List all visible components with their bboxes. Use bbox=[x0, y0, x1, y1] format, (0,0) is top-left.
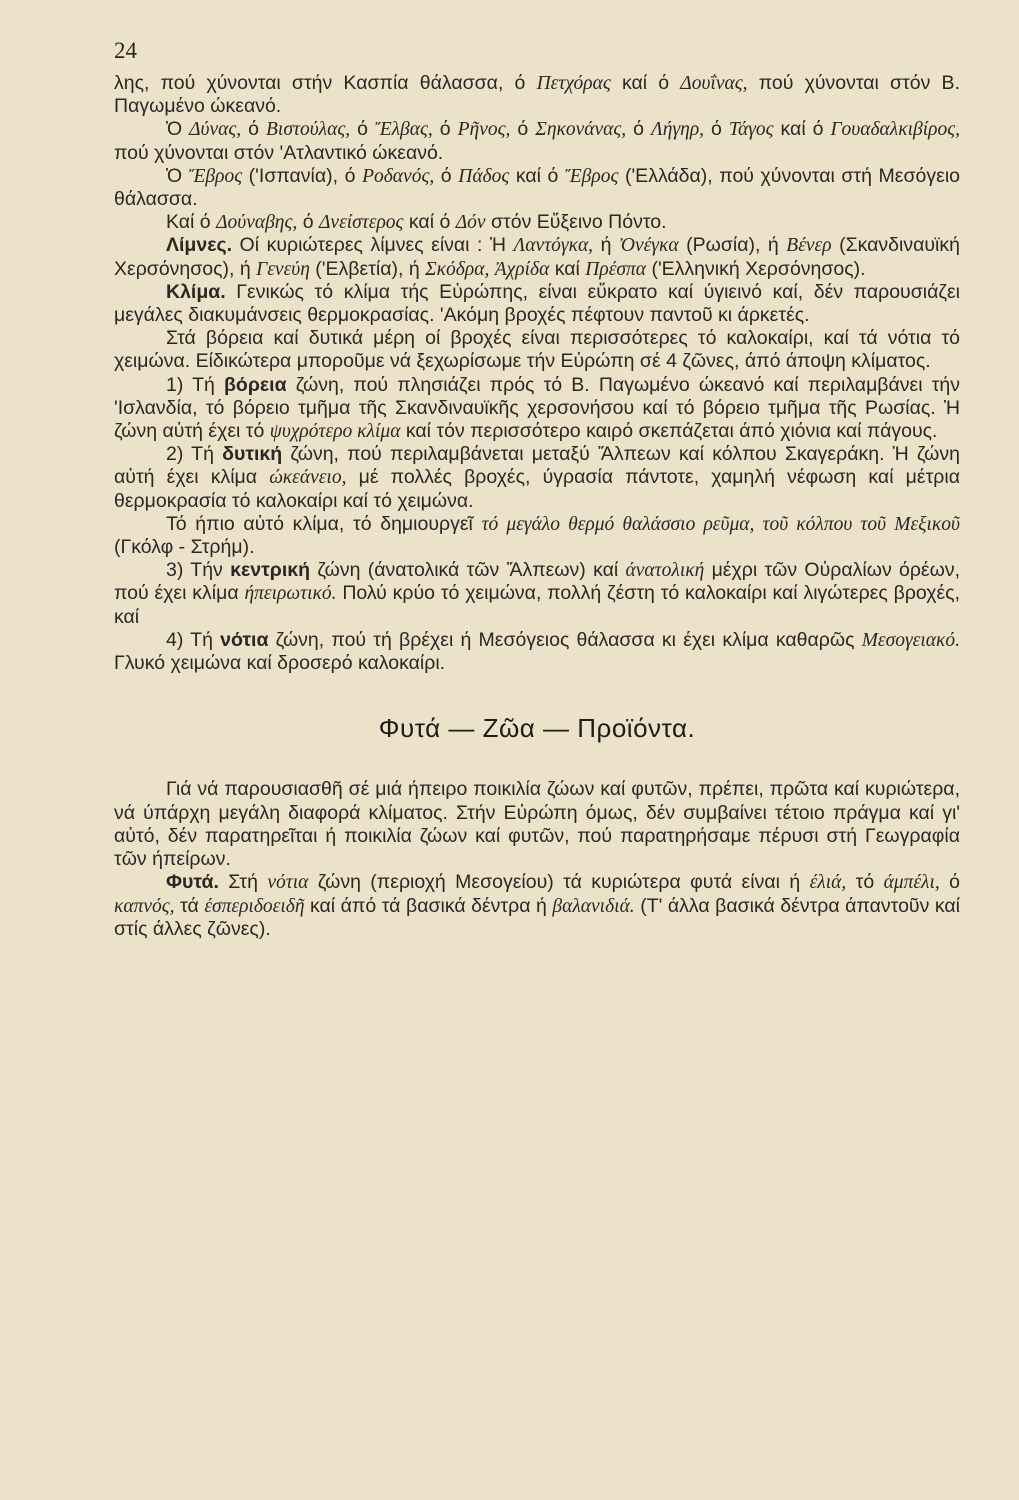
text-run: ό bbox=[704, 118, 729, 141]
plant-name: έλιά, bbox=[809, 872, 847, 894]
paragraph-rivers-black-sea bbox=[114, 211, 960, 234]
text-run: 3) Τήν bbox=[166, 559, 231, 582]
paragraph-rivers-mediterranean bbox=[114, 165, 960, 211]
text-run: ζώνη (άνατολικά τῶν Ἄλπεων) καί bbox=[310, 559, 626, 582]
paragraph-zone-west bbox=[114, 443, 960, 513]
text-run: καί ό bbox=[610, 72, 681, 94]
text-run: τό bbox=[846, 871, 884, 894]
text-run: ζώνη, πού τή βρέχει ή Μεσόγειος θάλασσα κι έχει κλίμα καθαρῶς bbox=[268, 628, 862, 651]
lake-name: Πρέσπα bbox=[585, 258, 647, 280]
river-name: Δουΐνας, bbox=[680, 73, 748, 94]
plant-name: βαλανιδιά. bbox=[552, 895, 635, 917]
emphasis: τό μεγάλο θερμό θαλάσσιο ρεῦμα, τοῦ κόλπου τοῦ Μεξικοῦ bbox=[481, 513, 960, 535]
river-name: Ἔβρος bbox=[188, 165, 243, 187]
text-run: ό bbox=[939, 871, 961, 894]
text-run: ό bbox=[434, 164, 459, 187]
text-run: 4) Τή bbox=[166, 628, 221, 651]
river-name: Γουαδαλκιβίρος, bbox=[830, 119, 961, 141]
lake-name: Βένερ bbox=[786, 235, 832, 257]
text-run: τά bbox=[174, 894, 205, 917]
text-run: καί ό bbox=[403, 211, 456, 234]
text-run: ζώνη, πού πλησιάζει πρός τό Β. Παγωμένο ώκεανό καί περιλαμβάνει τήν 'Ισλανδία, τό βόρειο τμῆμα τῆς Σκανδιναυϊκῆς χερσονήσου καί τό βόρειο τμῆμα τῆς Ρωσίας. Ἡ ζώνη αὐτή έχει τό bbox=[114, 373, 961, 443]
text-run: Καί ό bbox=[166, 211, 217, 234]
lake-name: Σκόδρα, bbox=[425, 258, 490, 280]
lake-name: Λαντόγκα, bbox=[513, 235, 594, 257]
paragraph-rivers-atlantic bbox=[114, 118, 960, 164]
paragraph-gulf-stream bbox=[114, 513, 960, 559]
river-name: Τάγος bbox=[728, 119, 774, 141]
paragraph-variety: Γιά νά παρουσιασθῆ σέ μιά ήπειρο ποικιλία ζώων καί φυτῶν, πρέπει, πρῶτα καί κυριώτερα, νά ύπάρχη μεγάλη διαφορά κλίματος. Στήν Εὐρώπη όμως, δέν συμβαίνει τέτοιο πράγμα καί γι' αὐτό, δέν παρατηρεῖται ή ποικιλία ζώων καί φυτῶν, πού παρατηρήσαμε πέρυσι στή Γεωγραφία τῶν ήπείρων. bbox=[114, 778, 960, 871]
zone-name: κεντρική bbox=[230, 559, 311, 582]
paragraph-zone-north bbox=[114, 374, 960, 444]
emphasis: ήπειρωτικό. bbox=[244, 583, 337, 605]
text-run: Πολύ κρύο τό χειμώνα, πολλή ζέστη τό καλοκαίρι καί λιγώτερες βροχές, καί bbox=[114, 582, 960, 628]
text-run: πού χύνονται στόν 'Ατλαντικό ώκεανό. bbox=[114, 141, 444, 164]
zone-name: νότια bbox=[220, 628, 269, 651]
emphasis: άνατολική bbox=[625, 560, 705, 582]
text-run: ή bbox=[593, 234, 619, 257]
plant-name: άμπέλι, bbox=[883, 872, 940, 894]
text-run: Στή bbox=[218, 871, 268, 894]
emphasis: νότια bbox=[267, 872, 309, 894]
text-run: 2) Τή bbox=[166, 443, 223, 466]
body-text bbox=[114, 72, 960, 941]
text-run: ('Ισπανία), ό bbox=[242, 164, 363, 187]
text-run: ('Ελλάδα), πού χύνονται στή Μεσόγειο θάλασσα. bbox=[114, 164, 960, 211]
text-run: 1) Τή bbox=[166, 373, 225, 396]
text-run: ό bbox=[350, 118, 375, 141]
text-run: μέ πολλές βροχές, ύγρασία πάντοτε, χαμηλή νέφωση καί μέτρια θερμοκρασία τό καλοκαίρι καί τό χειμώνα. bbox=[114, 466, 960, 512]
river-name: Ἔλβας, bbox=[374, 119, 433, 141]
river-name: Δόν bbox=[455, 212, 486, 234]
text-run: μέχρι τῶν Οὐραλίων όρέων, πού έχει κλίμα bbox=[114, 559, 961, 605]
river-name: Πάδος bbox=[458, 165, 510, 187]
text-run: ('Ελληνική Χερσόνησος). bbox=[646, 257, 866, 280]
climate-heading: Κλίμα. bbox=[166, 280, 226, 303]
paragraph-climate bbox=[114, 281, 960, 327]
river-name: Ροδανός, bbox=[362, 165, 435, 187]
river-name: Δνείστερος bbox=[318, 212, 404, 234]
river-name: Σηκονάνας, bbox=[535, 119, 627, 141]
lake-name: Ἀχρίδα bbox=[494, 258, 550, 280]
text-run: ('Ελβετία), ή bbox=[309, 257, 426, 280]
paragraph-zone-central bbox=[114, 559, 960, 629]
text-run: ό bbox=[432, 118, 458, 141]
plants-heading: Φυτά. bbox=[166, 871, 219, 894]
river-name: Δύνας, bbox=[189, 119, 242, 141]
text-run: καί ό bbox=[773, 118, 831, 141]
text-run: ό bbox=[626, 118, 652, 141]
river-name: Ἔβρος bbox=[564, 165, 619, 187]
text-run: ό bbox=[510, 118, 536, 141]
page-number: 24 bbox=[114, 38, 137, 63]
text-run: Ὁ bbox=[166, 164, 189, 187]
text-run: καί ό bbox=[509, 164, 565, 187]
river-name: Πετχόρας bbox=[536, 73, 611, 94]
paragraph-rivers-caspian bbox=[114, 72, 960, 118]
text-run: καί άπό τά βασικά δέντρα ή bbox=[304, 894, 553, 917]
lake-name: Ὀνέγκα bbox=[618, 235, 679, 257]
text-run: καί τόν περισσότερο καιρό σκεπάζεται άπό χιόνια καί πάγους. bbox=[400, 420, 938, 443]
text-run: (Ρωσία), ή bbox=[678, 234, 787, 257]
text-run: Οί κυριώτερες λίμνες είναι : Ἡ bbox=[232, 234, 514, 257]
section-title: Φυτά — Ζῶα — Προϊόντα. bbox=[378, 713, 696, 744]
text-run: (Σκανδιναυϊκή Χερσόνησος), ή bbox=[114, 234, 960, 280]
text-run: Ὁ bbox=[166, 118, 190, 141]
lakes-heading: Λίμνες. bbox=[166, 234, 233, 257]
zone-name: δυτική bbox=[222, 443, 283, 466]
paragraph-plants bbox=[114, 871, 960, 941]
text-run: ζώνη (περιοχή Μεσογείου) τά κυριώτερα φυτά είναι ή bbox=[308, 871, 810, 894]
paragraph-climate-zones-intro: Στά βόρεια καί δυτικά μέρη οί βροχές είναι περισσότερες τό καλοκαίρι, καί τά νότια τό χειμώνα. Είδικώτερα μποροῦμε νά ξεχωρίσωμε τήν Εὐρώπη σέ 4 ζῶνες, άπό άποψη κλίματος. bbox=[114, 327, 960, 373]
text-run: καί bbox=[549, 257, 586, 280]
emphasis: Μεσογειακό. bbox=[861, 629, 960, 651]
river-name: Δούναβης, bbox=[216, 212, 298, 234]
emphasis: ώκεάνειο, bbox=[269, 467, 347, 489]
text-run: (Τ' άλλα βασικά δέντρα άπαντοῦν καί στίς άλλες ζῶνες). bbox=[114, 894, 960, 940]
text-run: Γενικώς τό κλίμα τής Εὐρώπης, είναι εὔκρατο καί ύγιεινό καί, δέν παρουσιάζει μεγάλες διακυμάνσεις θερμοκρασίας. 'Ακόμη βροχές πέφτουν παντοῦ κι άρκετές. bbox=[114, 280, 960, 327]
text-run: (Γκόλφ - Στρήμ). bbox=[114, 536, 255, 559]
river-name: Λήγηρ, bbox=[651, 119, 705, 141]
plant-name: καπνός, bbox=[114, 895, 175, 917]
paragraph-lakes bbox=[114, 234, 960, 280]
text-run: στόν Εὔξεινο Πόντο. bbox=[485, 211, 667, 234]
river-name: Βιστούλας, bbox=[266, 119, 351, 141]
plant-name: έσπεριδοειδῆ bbox=[204, 895, 305, 917]
zone-name: βόρεια bbox=[224, 373, 287, 396]
lake-name: Γενεύη bbox=[256, 258, 310, 280]
text-run: ζώνη, πού περιλαμβάνεται μεταξύ Ἄλπεων καί κόλπου Σκαγεράκη. Ἡ ζώνη αὐτή έχει κλίμα bbox=[114, 443, 960, 489]
emphasis: ψυχρότερο κλίμα bbox=[269, 421, 401, 443]
text-run: Γλυκό χειμώνα καί δροσερό καλοκαίρι. bbox=[114, 652, 446, 675]
text-run: ό bbox=[297, 211, 319, 234]
text-run: πού χύνονται στόν Β. Παγωμένο ώκεανό. bbox=[114, 72, 960, 118]
river-name: Ρῆνος, bbox=[457, 119, 511, 141]
paragraph-zone-south bbox=[114, 629, 960, 675]
text-run: ό bbox=[241, 118, 267, 141]
text-run: λης, πού χύνονται στήν Κασπία θάλασσα, ό bbox=[114, 72, 537, 94]
text-run: Τό ήπιο αὐτό κλίμα, τό δημιουργεῖ bbox=[166, 512, 482, 535]
